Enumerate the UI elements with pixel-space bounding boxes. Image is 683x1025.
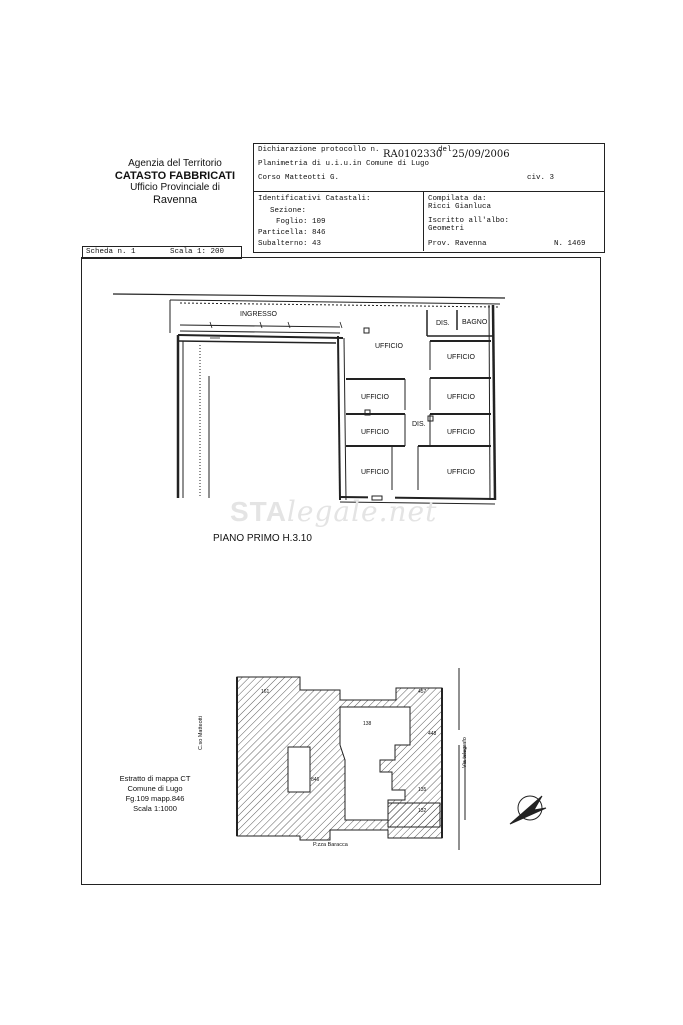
label-ufficio: UFFICIO — [447, 394, 475, 401]
foglio: Foglio: 109 — [276, 218, 326, 226]
label-ufficio: UFFICIO — [361, 469, 389, 476]
parcel-label: 846 — [311, 777, 320, 783]
estratto-line: Fg.109 mapp.846 — [125, 794, 185, 804]
ufficio-provinciale: Ufficio Provinciale di — [130, 182, 220, 194]
parcel-label: 138 — [363, 721, 372, 727]
estratto-line: Scala 1:1000 — [133, 804, 177, 814]
scheda: Scheda n. 1 — [86, 248, 136, 256]
watermark-sta: STA — [230, 496, 287, 527]
sezione: Sezione: — [270, 207, 307, 215]
estratto-line: Estratto di mappa CT — [119, 774, 191, 783]
declaration-date: 25/09/2006 — [452, 149, 510, 160]
street-baracca: P.zza Baracca — [313, 842, 348, 848]
label-ingresso: INGRESSO — [240, 311, 277, 318]
watermark-domain: legale.net — [286, 495, 438, 528]
protocol-number: RA0102330 — [383, 149, 443, 160]
agency-name: Agenzia del Territorio — [128, 158, 222, 169]
parcel-label: 135 — [418, 787, 427, 793]
planimetria-line: Planimetria di u.i.u.in Comune di Lugo — [258, 160, 430, 168]
parcel-label: 457 — [418, 689, 427, 695]
parcel-label: 161 — [261, 689, 270, 695]
scala: Scala 1: 200 — [170, 248, 225, 256]
label-ufficio: UFFICIO — [361, 394, 389, 401]
compilata-label: Compilata da: — [428, 195, 487, 203]
ident-title: Identificativi Catastali: — [258, 195, 371, 203]
street-telegrafo: Via telegrafo — [462, 737, 468, 768]
catasto-title: CATASTO FABBRICATI — [114, 169, 236, 182]
iscritto-value: Geometri — [428, 225, 465, 233]
province: Prov. Ravenna — [428, 240, 487, 248]
dichiarazione-label: Dichiarazione protocollo n. — [258, 146, 380, 154]
address: Corso Matteotti G. — [258, 174, 340, 182]
label-ufficio: UFFICIO — [375, 343, 403, 350]
street-matteotti: C.so Matteotti — [198, 716, 204, 750]
province-name: Ravenna — [152, 193, 198, 206]
iscritto-label: Iscritto all'albo: — [428, 217, 510, 225]
label-ufficio: UFFICIO — [447, 469, 475, 476]
label-dis-center: DIS. — [412, 421, 426, 428]
compilata-name: Ricci Gianluca — [428, 203, 492, 211]
estratto-line: Comune di Lugo — [127, 784, 183, 794]
registration-number: N. 1469 — [554, 240, 586, 248]
label-ufficio: UFFICIO — [361, 429, 389, 436]
parcel-label: 132 — [418, 808, 427, 814]
parcel-label: 448 — [428, 731, 437, 737]
label-ufficio: UFFICIO — [447, 429, 475, 436]
label-bagno: BAGNO — [462, 319, 488, 326]
particella: Particella: 846 — [258, 229, 326, 237]
label-ufficio: UFFICIO — [447, 354, 475, 361]
floor-label: PIANO PRIMO H.3.10 — [213, 533, 312, 544]
del-label: del — [438, 146, 452, 154]
map-extract-caption — [105, 774, 205, 815]
label-dis-top: DIS. — [436, 320, 450, 327]
civic-number: civ. 3 — [527, 174, 555, 182]
subalterno: Subalterno: 43 — [258, 240, 322, 248]
